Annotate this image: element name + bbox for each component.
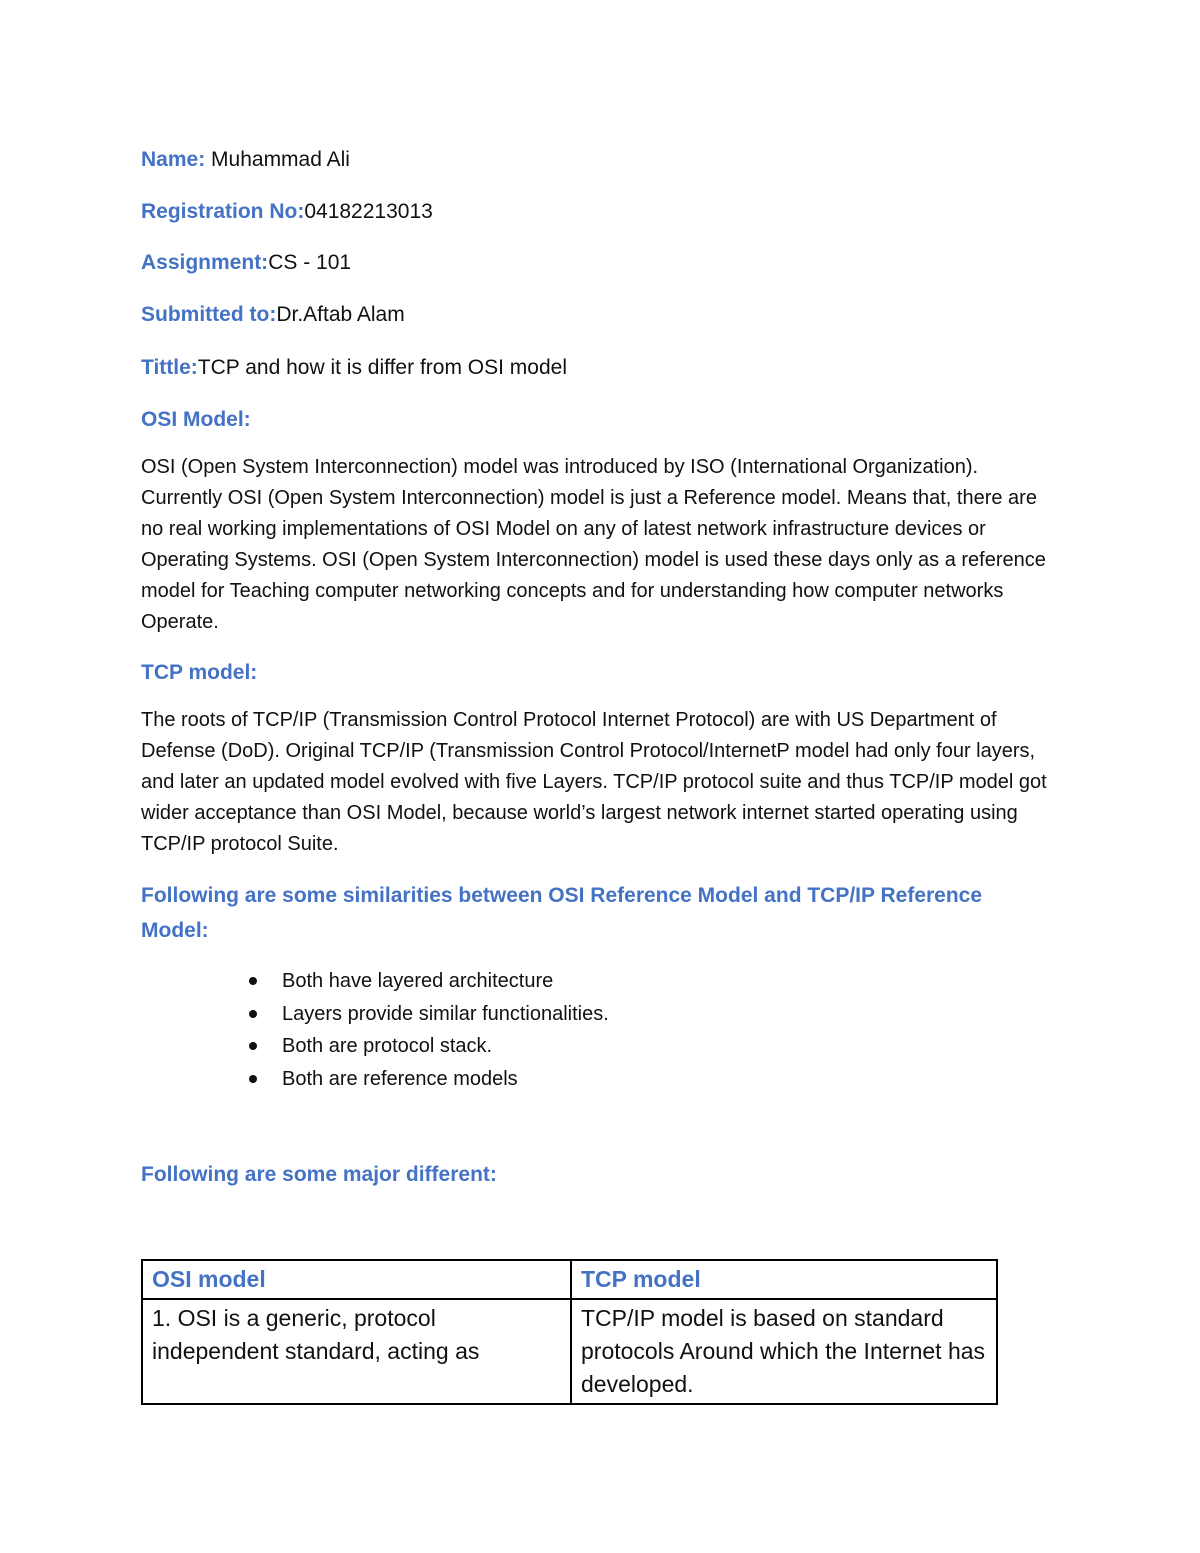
list-item-text: Layers provide similar functionalities. (282, 1002, 609, 1025)
registration-field (141, 199, 433, 225)
comparison-table (141, 1259, 998, 1405)
bullet-icon (249, 977, 257, 985)
list-item-text: Both have layered architecture (282, 970, 554, 992)
list-item (141, 998, 609, 1031)
name-field (141, 147, 350, 173)
table-row (142, 1299, 997, 1404)
osi-heading: OSI Model: (141, 408, 251, 431)
similarities-heading: Following are some similarities between OSI Reference Model and TCP/IP Reference Model: (141, 884, 983, 942)
table-cell-osi: 1. OSI is a generic, protocol independent standard, acting as (142, 1299, 571, 1404)
table-header-row (142, 1260, 997, 1299)
assignment-field (141, 250, 351, 276)
assignment-value: CS - 101 (268, 251, 352, 274)
tcp-heading: TCP model: (141, 661, 258, 684)
registration-label: Registration No: (141, 200, 305, 223)
list-item (141, 1030, 609, 1063)
osi-paragraph: OSI (Open System Interconnection) model was introduced by ISO (International Organization). Currently OSI (Open System Interconnection) model is just a Reference model. Means that, there are no real working implementations of OSI Model on any of latest network infrastructure devices or Operating Systems. OSI (Open System Interconnection) model is used these days only as a reference model for Teaching computer networking concepts and for understanding how computer networks Operate. (141, 456, 1046, 633)
bullet-icon (249, 1042, 257, 1050)
table-header-tcp: TCP model (571, 1260, 997, 1299)
name-label: Name: (141, 148, 206, 171)
submitted-to-field (141, 302, 405, 328)
similarities-list (141, 965, 609, 1095)
tcp-paragraph: The roots of TCP/IP (Transmission Control Protocol Internet Protocol) are with US Department of Defense (DoD). Original TCP/IP (Transmission Control Protocol/InternetP model had only four layers, and later an updated model evolved with five Layers. TCP/IP protocol suite and thus TCP/IP model got wider acceptance than OSI Model, because world’s largest network internet started operating using TCP/IP protocol Suite. (141, 709, 1047, 855)
bullet-icon (249, 1075, 257, 1083)
differences-heading: Following are some major different: (141, 1163, 497, 1186)
submitted-to-label: Submitted to: (141, 303, 277, 326)
title-field (141, 355, 567, 381)
registration-value: 04182213013 (304, 200, 433, 223)
assignment-label: Assignment: (141, 251, 269, 274)
list-item (141, 1063, 609, 1096)
list-item-text: Both are reference models (282, 1067, 518, 1090)
list-item (141, 965, 609, 998)
title-label: Tittle: (141, 356, 198, 379)
bullet-icon (249, 1010, 257, 1018)
list-item-text: Both are protocol stack. (282, 1035, 493, 1057)
name-value: Muhammad Ali (205, 148, 350, 171)
title-value: TCP and how it is differ from OSI model (197, 356, 567, 379)
submitted-to-value: Dr.Aftab Alam (276, 303, 405, 326)
table-cell-tcp: TCP/IP model is based on standard protocols Around which the Internet has developed. (571, 1299, 997, 1404)
table-header-osi: OSI model (142, 1260, 571, 1299)
